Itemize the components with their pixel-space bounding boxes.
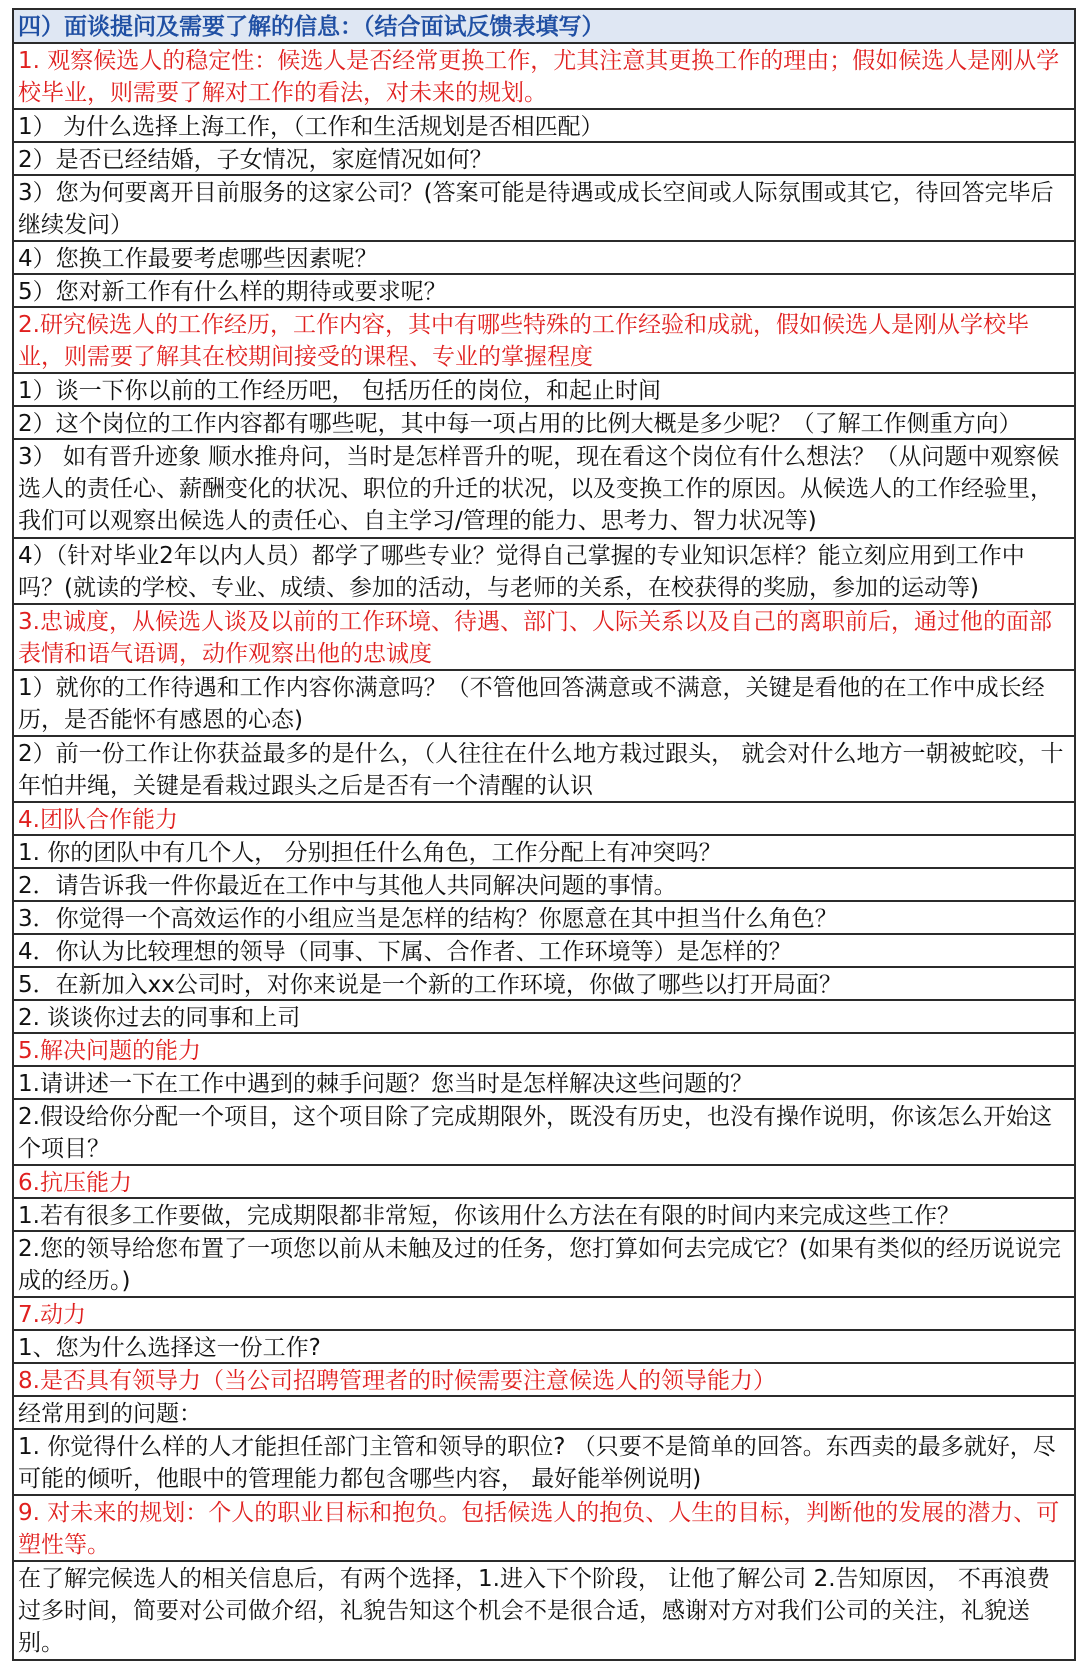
table-row: 4）（针对毕业2年以内人员）都学了哪些专业？觉得自己掌握的专业知识怎样？能立刻应用到工作中吗？(就读的学校、专业、成绩、参加的活动，与老师的关系，在校获得的奖励，参加的运动等) <box>14 539 1074 605</box>
table-row: 4．你认为比较理想的领导（同事、下属、合作者、工作环境等）是怎样的？ <box>14 935 1074 968</box>
section-heading-stress: 6.抗压能力 <box>14 1166 1074 1199</box>
table-row: 经常用到的问题： <box>14 1397 1074 1430</box>
table-row: 2）是否已经结婚，子女情况，家庭情况如何？ <box>14 143 1074 176</box>
section-heading-leadership: 8.是否具有领导力（当公司招聘管理者的时候需要注意候选人的领导能力） <box>14 1364 1074 1397</box>
section-heading-loyalty: 3.忠诚度，从候选人谈及以前的工作环境、待遇、部门、人际关系以及自己的离职前后，通过他的面部表情和语气语调，动作观察出他的忠诚度 <box>14 605 1074 671</box>
section-heading-problem-solving: 5.解决问题的能力 <box>14 1034 1074 1067</box>
section-heading-stability: 1. 观察候选人的稳定性：候选人是否经常更换工作，尤其注意其更换工作的理由；假如候选人是刚从学校毕业，则需要了解对工作的看法，对未来的规划。 <box>14 44 1074 110</box>
table-row: 3） 如有晋升迹象 顺水推舟问，当时是怎样晋升的呢，现在看这个岗位有什么想法？（从问题中观察候选人的责任心、薪酬变化的状况、职位的升迁的状况，以及变换工作的原因。从候选人的工作经验里，我们可以观察出候选人的责任心、自主学习/管理的能力、思考力、智力状况等) <box>14 440 1074 539</box>
table-row: 1. 你觉得什么样的人才能担任部门主管和领导的职位? （只要不是简单的回答。东西卖的最多就好，尽可能的倾听，他眼中的管理能力都包含哪些内容， 最好能举例说明) <box>14 1430 1074 1496</box>
table-row: 2. 谈谈你过去的同事和上司 <box>14 1001 1074 1034</box>
table-row: 2）这个岗位的工作内容都有哪些呢，其中每一项占用的比例大概是多少呢？（了解工作侧重方向） <box>14 407 1074 440</box>
table-row: 3）您为何要离开目前服务的这家公司？(答案可能是待遇或成长空间或人际氛围或其它，待回答完毕后继续发问） <box>14 176 1074 242</box>
table-row: 1. 你的团队中有几个人， 分别担任什么角色，工作分配上有冲突吗？ <box>14 836 1074 869</box>
table-title: 四）面谈提问及需要了解的信息：（结合面试反馈表填写） <box>14 10 1074 44</box>
table-row: 1、您为什么选择这一份工作? <box>14 1331 1074 1364</box>
table-row: 2）前一份工作让你获益最多的是什么，（人往往在什么地方栽过跟头， 就会对什么地方一朝被蛇咬，十年怕井绳，关键是看栽过跟头之后是否有一个清醒的认识 <box>14 737 1074 803</box>
table-row: 1.若有很多工作要做，完成期限都非常短，你该用什么方法在有限的时间内来完成这些工作？ <box>14 1199 1074 1232</box>
section-heading-motivation: 7.动力 <box>14 1298 1074 1331</box>
table-row: 1）就你的工作待遇和工作内容你满意吗？（不管他回答满意或不满意，关键是看他的在工作中成长经历，是否能怀有感恩的心态) <box>14 671 1074 737</box>
section-heading-future-plan: 9. 对未来的规划：个人的职业目标和抱负。包括候选人的抱负、人生的目标，判断他的发展的潜力、可塑性等。 <box>14 1496 1074 1562</box>
table-row: 1） 为什么选择上海工作，（工作和生活规划是否相匹配） <box>14 110 1074 143</box>
table-row: 5）您对新工作有什么样的期待或要求呢？ <box>14 275 1074 308</box>
table-row: 1.请讲述一下在工作中遇到的棘手问题？您当时是怎样解决这些问题的？ <box>14 1067 1074 1100</box>
table-row: 3．你觉得一个高效运作的小组应当是怎样的结构？你愿意在其中担当什么角色？ <box>14 902 1074 935</box>
table-row: 2．请告诉我一件你最近在工作中与其他人共同解决问题的事情。 <box>14 869 1074 902</box>
interview-question-table <box>12 8 1076 1661</box>
table-row: 2.您的领导给您布置了一项您以前从未触及过的任务，您打算如何去完成它？(如果有类似的经历说说完成的经历。) <box>14 1232 1074 1298</box>
table-row: 在了解完候选人的相关信息后，有两个选择，1.进入下个阶段， 让他了解公司 2.告知原因， 不再浪费过多时间，简要对公司做介绍，礼貌告知这个机会不是很合适，感谢对方对我们公司的关注，礼貌送别。 <box>14 1562 1074 1661</box>
table-row: 2.假设给你分配一个项目，这个项目除了完成期限外，既没有历史，也没有操作说明，你该怎么开始这个项目？ <box>14 1100 1074 1166</box>
table-row: 4）您换工作最要考虑哪些因素呢？ <box>14 242 1074 275</box>
table-row: 1）谈一下你以前的工作经历吧， 包括历任的岗位，和起止时间 <box>14 374 1074 407</box>
section-heading-teamwork: 4.团队合作能力 <box>14 803 1074 836</box>
table-row: 5．在新加入xx公司时，对你来说是一个新的工作环境，你做了哪些以打开局面？ <box>14 968 1074 1001</box>
section-heading-work-experience: 2.研究候选人的工作经历，工作内容，其中有哪些特殊的工作经验和成就，假如候选人是刚从学校毕业，则需要了解其在校期间接受的课程、专业的掌握程度 <box>14 308 1074 374</box>
